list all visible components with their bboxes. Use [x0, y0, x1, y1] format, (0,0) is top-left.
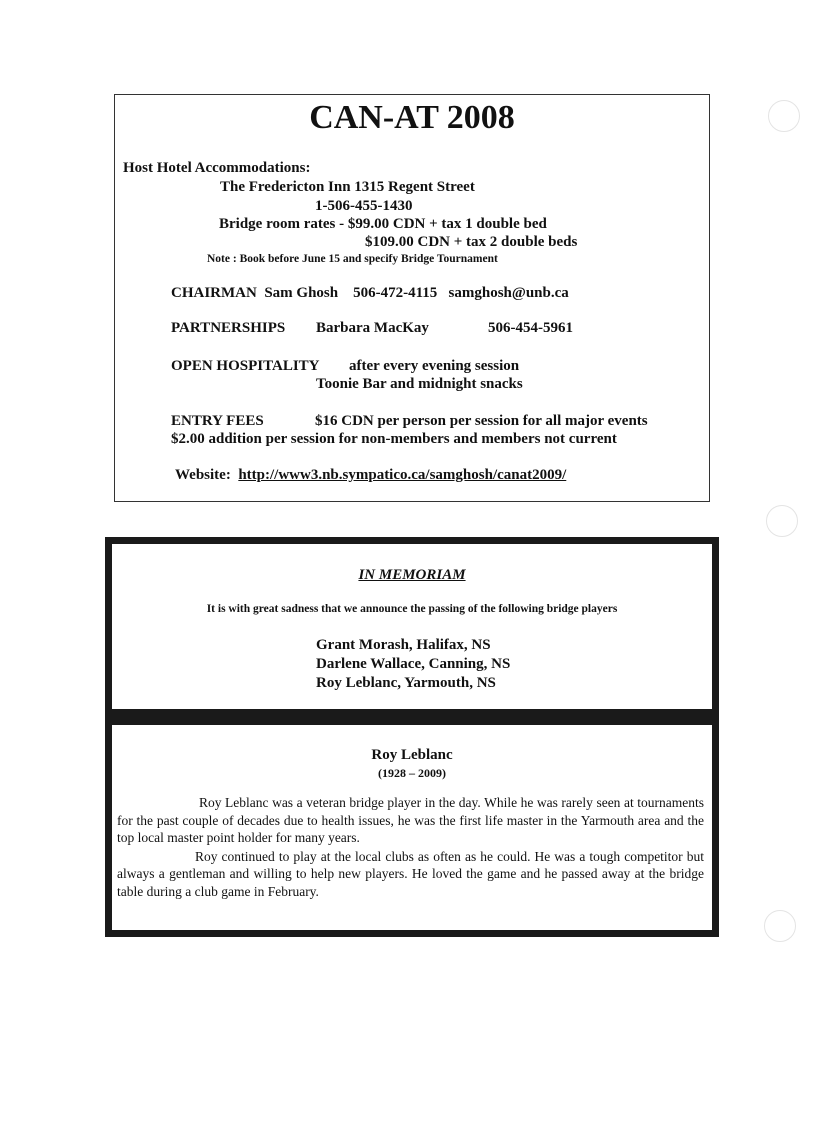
partnerships-name: Barbara MacKay: [316, 320, 429, 336]
hotel-rate-double: $109.00 CDN + tax 2 double beds: [365, 234, 578, 250]
tribute-name: Roy Leblanc: [371, 747, 453, 763]
memoriam-player: Darlene Wallace, Canning, NS: [316, 656, 511, 672]
memoriam-subtitle: It is with great sadness that we announce the passing of the following bridge players: [206, 603, 618, 615]
chairman-row: [171, 285, 569, 302]
memoriam-box: [105, 537, 719, 937]
hotel-rate-single: Bridge room rates - $99.00 CDN + tax 1 double bed: [219, 216, 547, 232]
partnerships-phone: 506-454-5961: [488, 320, 573, 336]
tribute-paragraph: Roy continued to play at the local clubs as often as he could. He was a tough competitor but always a gentleman and willing to help new players. He loved the game and he passed away at the bridge table during a club game in February.: [117, 848, 704, 899]
hotel-label: Host Hotel Accommodations:: [123, 160, 311, 176]
section-divider: [112, 709, 712, 725]
tournament-info-box: [114, 94, 710, 502]
punch-hole-mark: [766, 505, 798, 537]
tribute-text: [117, 794, 704, 900]
page-title: CAN-AT 2008: [309, 99, 515, 136]
tribute-paragraph: Roy Leblanc was a veteran bridge player in the day. While he was rarely seen at tournaments for the past couple of decades due to health issues, he was the first life master in the Yarmouth area and the top local master point holder for many years.: [117, 795, 704, 845]
hotel-name-address: The Fredericton Inn 1315 Regent Street: [220, 179, 475, 195]
hospitality-line2: Toonie Bar and midnight snacks: [316, 376, 523, 392]
chairman-name: Sam Ghosh: [264, 285, 339, 301]
chairman-label: CHAIRMAN: [171, 285, 257, 301]
memoriam-player: Roy Leblanc, Yarmouth, NS: [316, 675, 496, 691]
punch-hole-mark: [768, 100, 800, 132]
entry-fees-line2: $2.00 addition per session for non-members and members not current: [171, 431, 617, 447]
website-row: [175, 467, 566, 484]
tribute-years: (1928 – 2009): [378, 766, 446, 780]
entry-fees-line1: $16 CDN per person per session for all major events: [315, 413, 648, 429]
partnerships-label: PARTNERSHIPS: [171, 320, 286, 336]
hotel-booking-note: Note : Book before June 15 and specify Bridge Tournament: [207, 253, 498, 265]
punch-hole-mark: [764, 910, 796, 942]
memoriam-title: IN MEMORIAM: [358, 567, 466, 583]
hospitality-line1: after every evening session: [349, 358, 520, 374]
chairman-phone: 506-472-4115: [353, 285, 438, 301]
hospitality-label: OPEN HOSPITALITY: [171, 358, 320, 374]
entry-fees-label: ENTRY FEES: [171, 413, 264, 429]
hotel-phone: 1-506-455-1430: [315, 198, 413, 214]
chairman-email: samghosh@unb.ca: [448, 285, 569, 301]
website-label: Website:: [175, 467, 231, 483]
memoriam-player: Grant Morash, Halifax, NS: [316, 637, 491, 653]
website-link[interactable]: http://www3.nb.sympatico.ca/samghosh/canat2009/: [238, 467, 567, 483]
